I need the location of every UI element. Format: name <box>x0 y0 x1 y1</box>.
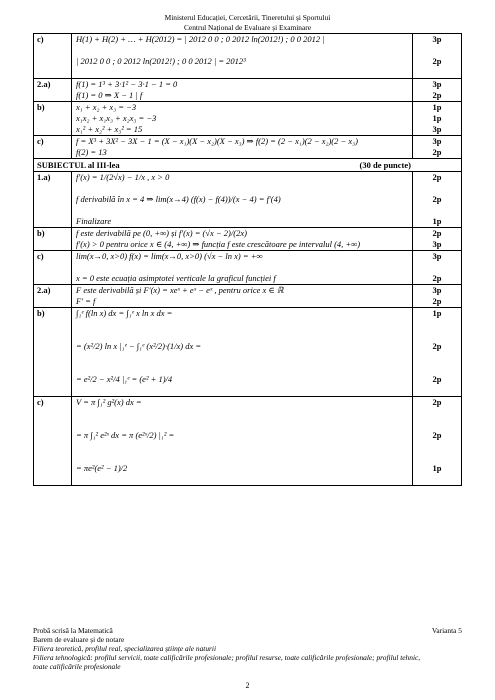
section-points: (30 de puncte) <box>359 160 411 170</box>
table-row <box>34 251 462 285</box>
solution-line <box>72 262 412 273</box>
solution-line: F′ = f <box>76 296 96 306</box>
solution-cell <box>72 228 413 251</box>
points-value: 2p <box>432 228 442 238</box>
footer-exam-title: Probă scrisă la Matematică <box>33 626 113 635</box>
solution-line <box>72 183 412 194</box>
points-cell <box>413 34 462 79</box>
table-row <box>34 308 462 397</box>
solution-line: = (x²/2) ln x |₁ᵉ − ∫₁ᵉ (x²/2)·(1/x) dx = <box>76 341 202 351</box>
solution-line: | 2012 0 0 ; 0 2012 ln(2012!) ; 0 0 2012 | = 2012³ <box>76 56 246 66</box>
solution-line <box>72 67 412 78</box>
points-value: 3p <box>432 239 442 249</box>
solution-line: f(1) = 1³ + 3·1² − 3·1 − 1 = 0 <box>76 79 178 89</box>
points-value: 2p <box>432 194 442 204</box>
solution-line: f(2) = 13 <box>76 147 107 157</box>
section-row <box>34 159 462 172</box>
points-value: 3p <box>432 79 442 89</box>
solution-cell <box>72 397 413 486</box>
points-value <box>413 319 461 330</box>
item-label: b) <box>34 308 72 397</box>
points-value <box>413 183 461 194</box>
points-value <box>413 474 461 485</box>
solution-line <box>72 319 412 330</box>
solution-line: = πe²(e² − 1)/2 <box>76 463 128 473</box>
solution-line: f = X³ + 3X² − 3X − 1 = (X − x₁)(X − x₂)(X − x₃) ⇒ f(2) = (2 − x₁)(2 − x₂)(2 − x₃) <box>76 136 358 146</box>
solution-line <box>72 474 412 485</box>
solution-line: ∫₁ᵉ f(ln x) dx = ∫₁ᵉ x ln x dx = <box>76 308 173 318</box>
item-label: c) <box>34 34 72 79</box>
item-label: c) <box>34 136 72 159</box>
points-cell <box>413 285 462 308</box>
points-value: 2p <box>432 341 442 351</box>
points-value <box>413 385 461 396</box>
points-value: 2p <box>432 56 442 66</box>
points-value <box>413 262 461 273</box>
table-row <box>34 136 462 159</box>
header-center: Centrul Național de Evaluare și Examinare <box>183 22 312 32</box>
item-label: 2.a) <box>34 79 72 102</box>
document-header <box>0 13 495 32</box>
item-label: b) <box>34 228 72 251</box>
solution-line: f′(x) > 0 pentru orice x ∈ (4, +∞) ⇒ funcția f este crescătoare pe intervalul (4, +∞) <box>76 239 361 249</box>
solution-line: F este derivabilă și F′(x) = xeˣ + eˣ − eˣ , pentru orice x ∈ ℝ <box>76 285 284 295</box>
points-value <box>413 408 461 419</box>
points-value <box>413 352 461 363</box>
solution-line: x = 0 este ecuația asimptotei verticale la graficul funcției f <box>76 273 276 283</box>
points-value <box>413 419 461 430</box>
solution-line: x₁x₂ + x₁x₃ + x₂x₃ = −3 <box>76 113 157 123</box>
solution-line: = e²/2 − x²/4 |₁ᵉ = (e² + 1)/4 <box>76 374 173 384</box>
solution-cell <box>72 308 413 397</box>
solution-line <box>72 330 412 341</box>
table-row <box>34 172 462 228</box>
points-value: 2p <box>432 397 442 407</box>
solution-line <box>72 419 412 430</box>
section-header <box>34 159 461 171</box>
solution-line <box>72 205 412 216</box>
points-value <box>413 330 461 341</box>
solution-line: f′(x) = 1/(2√x) − 1/x , x > 0 <box>76 172 170 182</box>
points-value: 2p <box>432 273 442 283</box>
footer-track-1: Filiera teoretică, profilul real, specializarea științe ale naturii <box>33 644 217 653</box>
section-title: SUBIECTUL al III-lea <box>37 160 120 170</box>
points-cell <box>413 228 462 251</box>
points-value: 1p <box>432 216 442 226</box>
item-label: 2.a) <box>34 285 72 308</box>
footer-variant: Varianta 5 <box>431 626 462 635</box>
table-row <box>34 397 462 486</box>
grading-table <box>33 33 462 486</box>
footer-track-3: toate calificările profesionale <box>33 662 121 671</box>
points-value <box>413 205 461 216</box>
table-row <box>34 102 462 136</box>
solution-cell <box>72 79 413 102</box>
solution-cell <box>72 251 413 285</box>
points-value: 1p <box>432 463 442 473</box>
solution-line <box>72 441 412 452</box>
points-value: 2p <box>432 147 442 157</box>
solution-line: x₁² + x₂² + x₃² = 15 <box>76 124 143 134</box>
points-value: 3p <box>432 124 442 134</box>
points-value <box>413 363 461 374</box>
solution-line: f este derivabilă pe (0, +∞) și f′(x) = (√x − 2)/(2x) <box>76 228 247 238</box>
points-cell <box>413 136 462 159</box>
footer-scheme: Barem de evaluare și de notare <box>33 635 125 644</box>
item-label: c) <box>34 251 72 285</box>
points-value: 3p <box>432 34 442 44</box>
solution-cell <box>72 102 413 136</box>
solution-line <box>72 45 412 56</box>
solution-cell <box>72 172 413 228</box>
points-value: 2p <box>432 430 442 440</box>
solution-line: H(1) + H(2) + … + H(2012) = | 2012 0 0 ; 0 2012 ln(2012!) ; 0 0 2012 | <box>76 34 325 44</box>
solution-line <box>72 408 412 419</box>
solution-cell <box>72 34 413 79</box>
solution-cell <box>72 136 413 159</box>
points-value: 2p <box>432 90 442 100</box>
footer-track-2: Filiera tehnologică: profilul servicii, toate calificările profesionale; profilul resurse, toate calificările profesionale; profilul tehnic, <box>33 653 421 662</box>
points-cell <box>413 79 462 102</box>
table-row <box>34 285 462 308</box>
solution-line: V = π ∫₁² g²(x) dx = <box>76 397 142 407</box>
section-cell <box>34 159 462 172</box>
points-value: 3p <box>432 251 442 261</box>
solution-line <box>72 363 412 374</box>
solution-line: f(1) = 0 ⇒ X − 1 | f <box>76 90 143 100</box>
points-cell <box>413 102 462 136</box>
points-value <box>413 45 461 56</box>
points-value: 3p <box>432 136 442 146</box>
solution-line <box>72 385 412 396</box>
points-value <box>413 452 461 463</box>
item-label: 1.a) <box>34 172 72 228</box>
solution-line: lim(x→0, x>0) f(x) = lim(x→0, x>0) (√x − ln x) = +∞ <box>76 251 263 261</box>
table-row <box>34 79 462 102</box>
solution-line: x₁ + x₂ + x₃ = −3 <box>76 102 137 112</box>
solution-line: f derivabilă în x = 4 ⇒ lim(x→4) (f(x) − f(4))/(x − 4) = f′(4) <box>76 194 281 204</box>
points-value: 3p <box>432 285 442 295</box>
points-value: 1p <box>432 113 442 123</box>
solution-line: = π ∫₁² e²ˣ dx = π (e²ˣ/2) |₁² = <box>76 430 175 440</box>
points-value: 2p <box>432 374 442 384</box>
table-row <box>34 34 462 79</box>
points-value <box>413 67 461 78</box>
solution-cell <box>72 285 413 308</box>
points-value: 2p <box>432 172 442 182</box>
points-value: 2p <box>432 296 442 306</box>
table-row <box>34 228 462 251</box>
points-value <box>413 441 461 452</box>
points-cell <box>413 397 462 486</box>
item-label: c) <box>34 397 72 486</box>
solution-line <box>72 352 412 363</box>
solution-line <box>72 452 412 463</box>
solution-line: Finalizare <box>76 216 112 226</box>
page-number: 2 <box>245 681 250 690</box>
points-cell <box>413 251 462 285</box>
document-footer <box>33 626 462 671</box>
points-value: 1p <box>432 308 442 318</box>
item-label: b) <box>34 102 72 136</box>
points-cell <box>413 172 462 228</box>
points-value: 1p <box>432 102 442 112</box>
header-ministry: Ministerul Educației, Cercetării, Tineretului și Sportului <box>164 13 331 22</box>
points-cell <box>413 308 462 397</box>
